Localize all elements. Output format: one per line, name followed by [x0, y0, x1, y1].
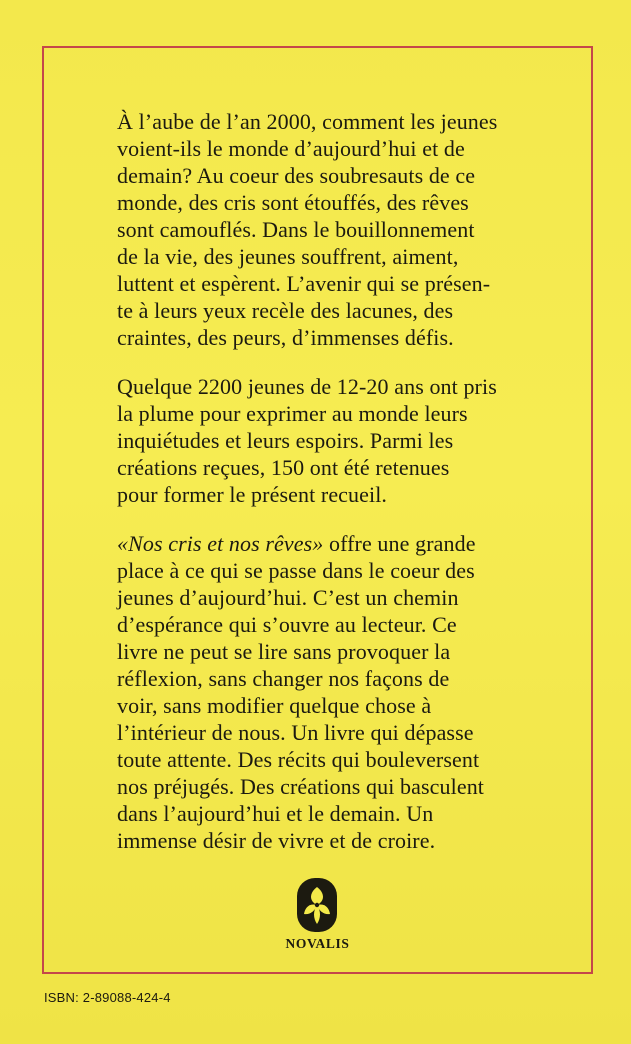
paragraph-description — [117, 530, 587, 854]
back-cover-text — [117, 108, 587, 876]
paragraph-description-text: offre une grande place à ce qui se passe dans le coeur des jeunes d’aujourd’hui. C’est un chemin d’espérance qui s’ouvre au lecteur. Ce livre ne peut se lire sans provoquer la réflexion, sans changer nos façons de voir, sans modifier quelque chose à l’intérieur de nous. Un livre qui dépasse toute attente. Des récits qui bouleversent nos préjugés. Des créations qui basculent dans l’aujourd’hui et le demain. Un immense désir de vivre et de croire. — [117, 531, 485, 853]
isbn-number: ISBN: 2-89088-424-4 — [44, 990, 171, 1005]
novalis-leaf-logo-icon — [296, 877, 338, 933]
paragraph-intro: À l’aube de l’an 2000, comment les jeunes voient-ils le monde d’aujourd’hui et de demain? Au coeur des soubresauts de ce monde, des cris sont étouffés, des rêves sont camouflés. Dans le bouillonnement de la vie, des jeunes souffrent, aiment, luttent et espèrent. L’avenir qui se présen- te à leurs yeux recèle des lacunes, des craintes, des peurs, d’immenses défis. — [117, 109, 498, 350]
book-title: «Nos cris et nos rêves» — [117, 531, 324, 556]
publisher-name: NOVALIS — [285, 936, 350, 951]
paragraph-contributors: Quelque 2200 jeunes de 12-20 ans ont pris la plume pour exprimer au monde leurs inquiétudes et leurs espoirs. Parmi les créations reçues, 150 ont été retenues pour former le présent recueil. — [117, 374, 497, 507]
